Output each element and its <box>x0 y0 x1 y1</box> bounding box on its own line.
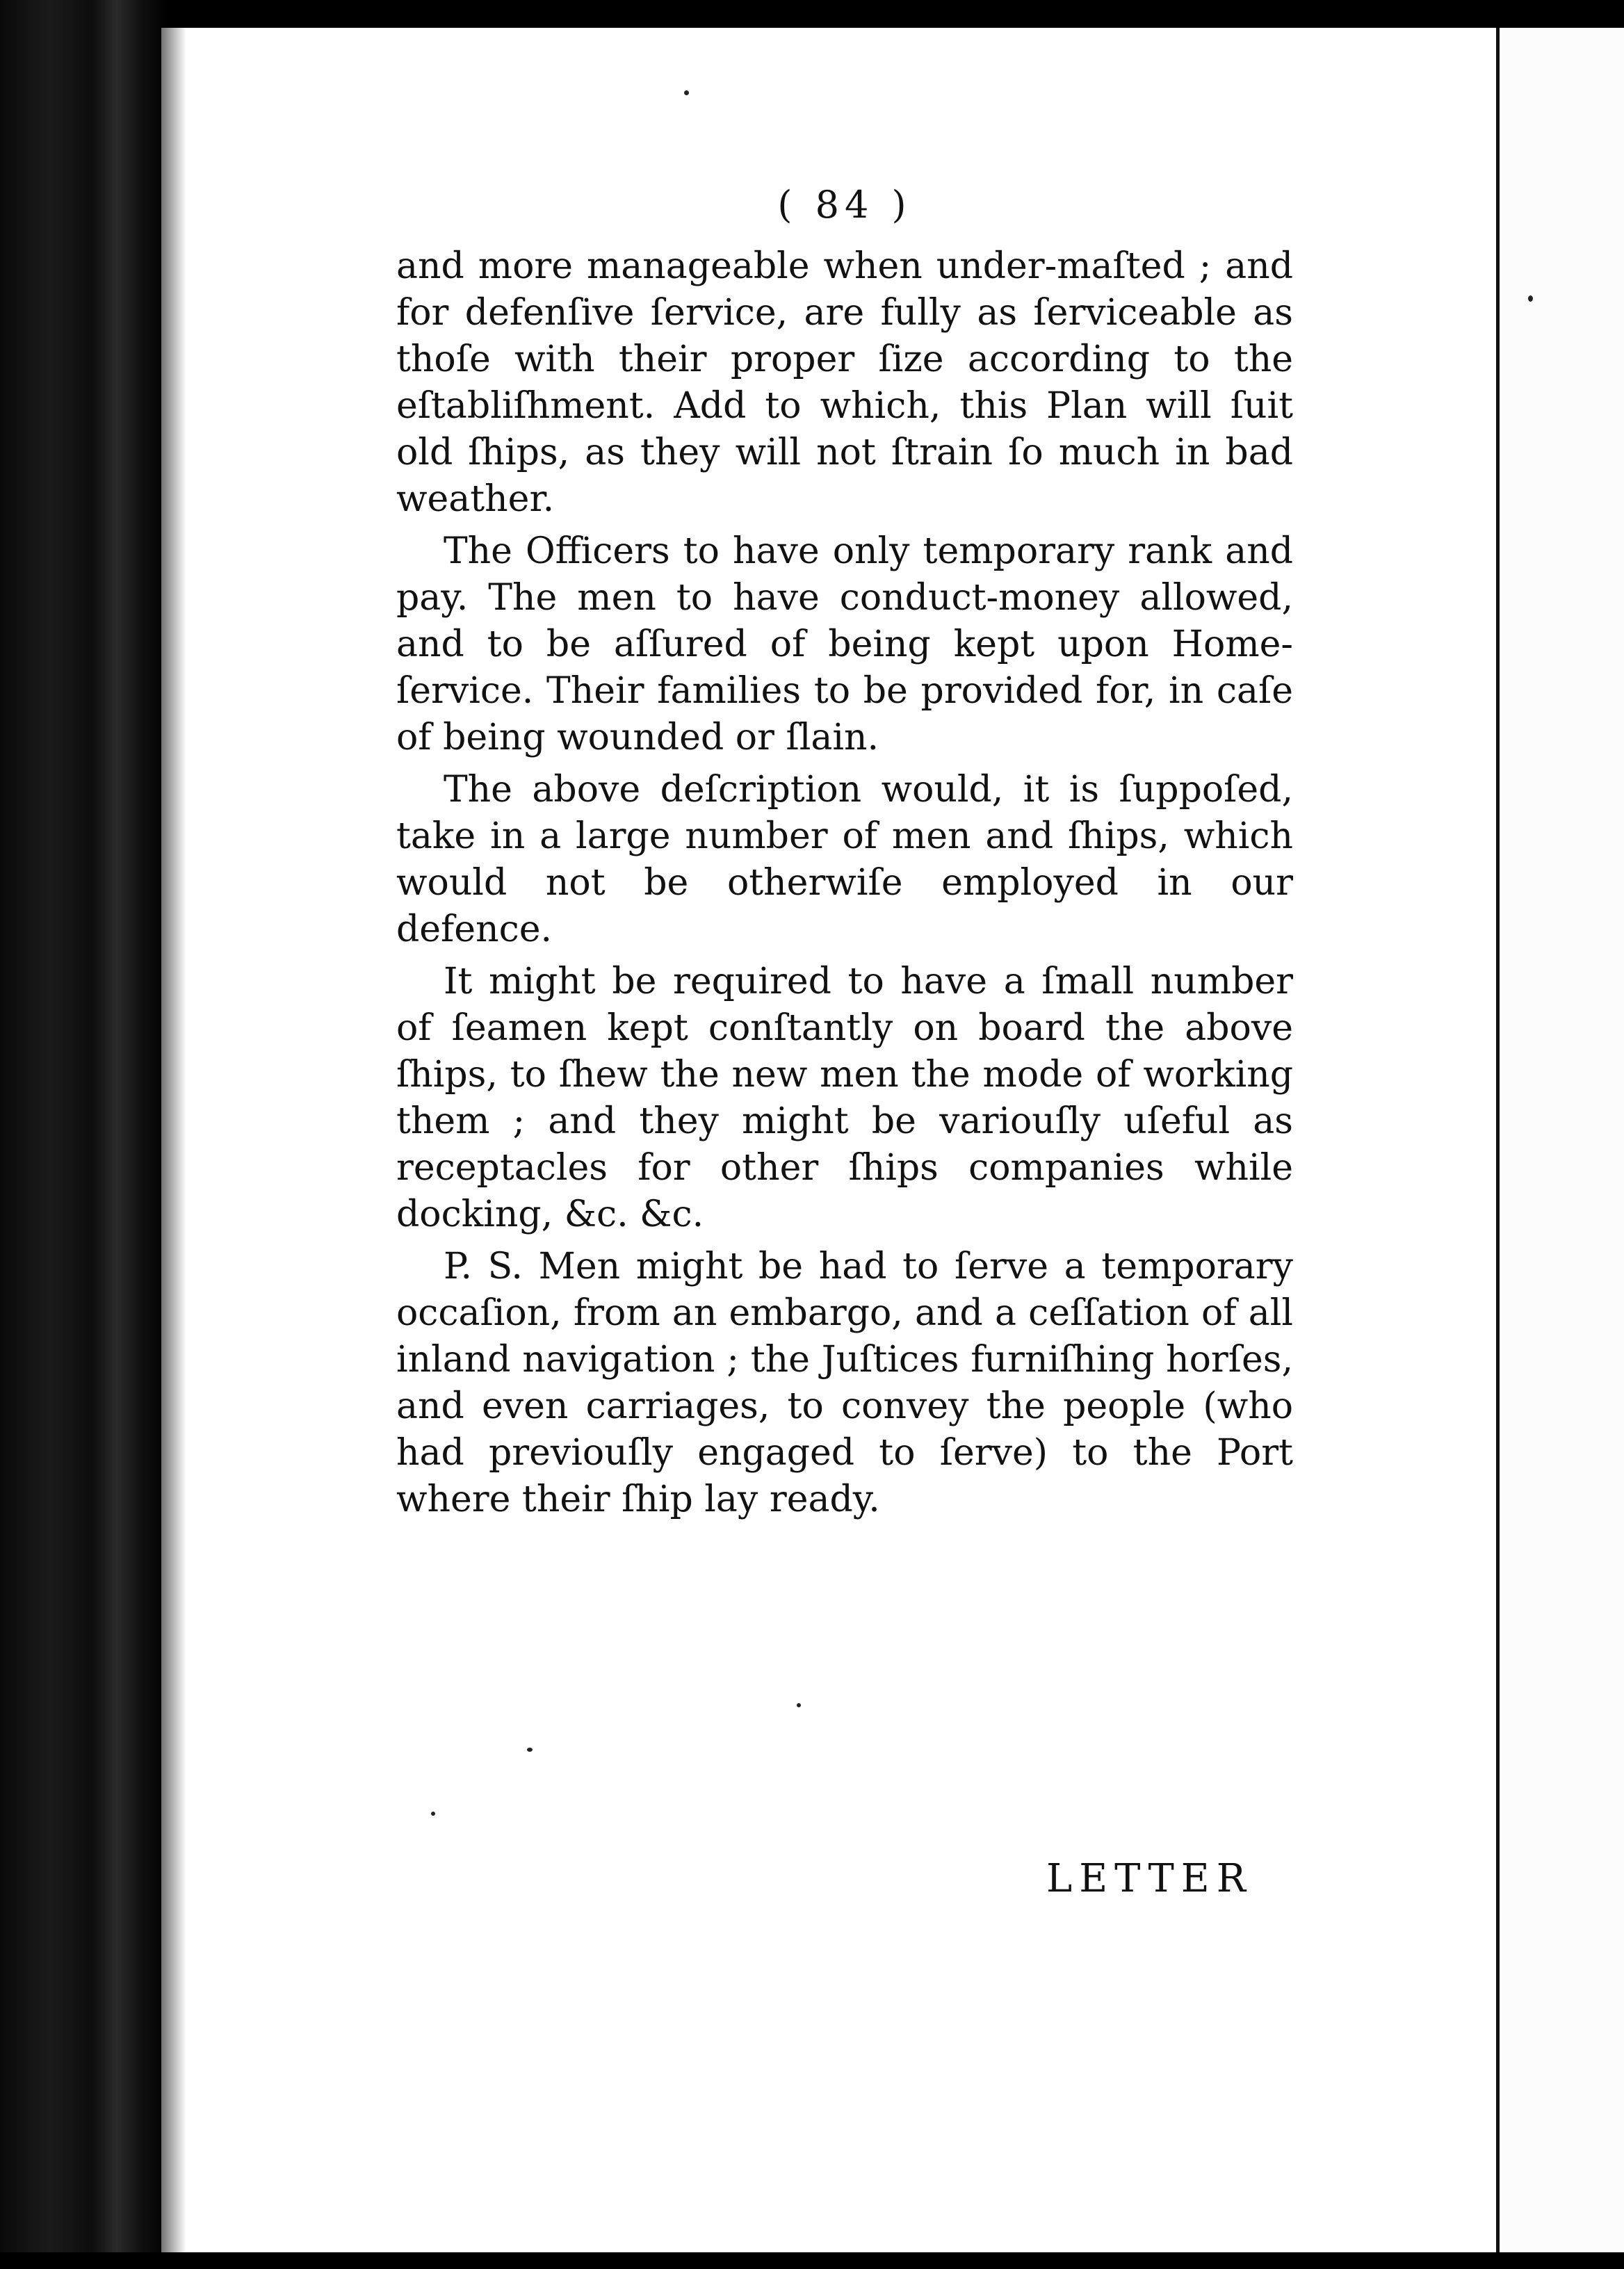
ink-speck <box>1528 295 1533 302</box>
paragraph-1: and more manageable when under-maſted ; and for defenſive ſervice, are fully as ſerviceable as thoſe with their proper ſize according to the eſtabliſhment. Add to which, this Plan will ſuit old ſhips, as they will not ſtrain ſo much in bad weather. <box>396 245 1293 520</box>
ink-speck <box>527 1748 533 1752</box>
page-text <box>396 183 1293 1529</box>
facing-page-edge <box>1496 28 1624 2252</box>
ink-speck <box>684 90 689 95</box>
ink-speck <box>431 1812 435 1816</box>
page-number: ( 84 ) <box>777 183 912 227</box>
gutter-shadow <box>161 28 186 2252</box>
ink-speck <box>797 1703 801 1707</box>
paragraph-2: The Officers to have only temporary rank and pay. The men to have conduct-money allowed, and to be aſſured of being kept upon Home-ſervice. Their families to be provided for, in caſe of being wounded or ſlain. <box>396 530 1293 758</box>
paragraph-5: P. S. Men might be had to ſerve a temporary occaſion, from an embargo, and a ceſſation of all inland navigation ; the Juſtices furniſhing horſes, and even carriages, to convey the people (who had previouſly engaged to ſerve) to the Port where their ſhip lay ready. <box>396 1246 1293 1520</box>
book-binding-edge <box>0 0 167 2269</box>
catchword: LETTER <box>1046 1856 1253 1901</box>
paragraph-3: The above deſcription would, it is ſuppoſed, take in a large number of men and ſhips, which would not be otherwiſe employed in our defence. <box>396 769 1293 950</box>
paragraph-4: It might be required to have a ſmall number of ſeamen kept conſtantly on board the above ſhips, to ſhew the new men the mode of working them ; and they might be variouſly uſeful as receptacles for other ſhips companies while docking, &c. &c. <box>396 961 1293 1235</box>
scan-border-bottom <box>0 2252 1624 2269</box>
